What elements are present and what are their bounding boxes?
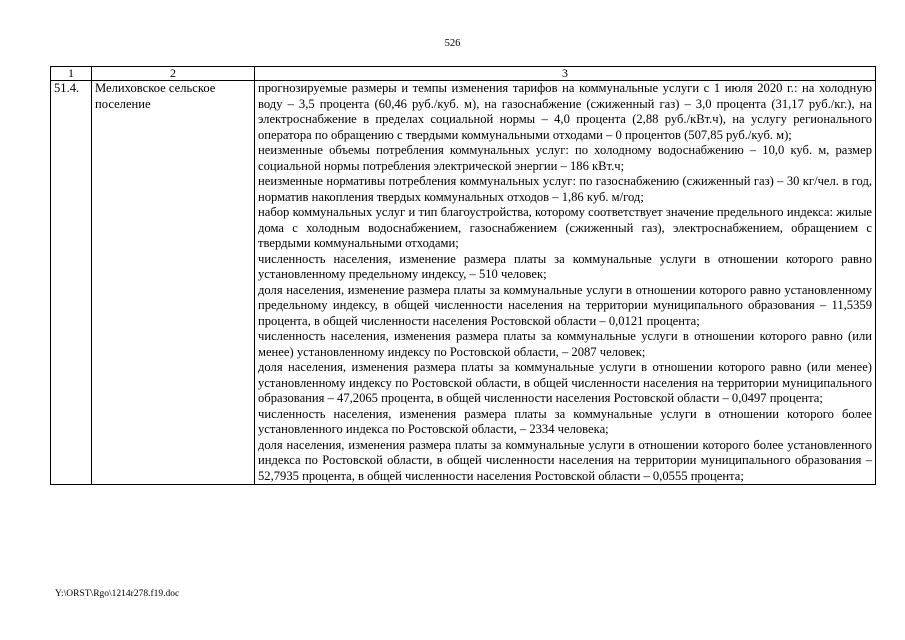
table-row bbox=[51, 81, 876, 485]
paragraph-population-more: численность населения, изменения размера платы за коммунальные услуги в отношении которого более установленного индекса по Ростовской области, – 2334 человека; bbox=[258, 406, 872, 436]
paragraph-share-less: доля населения, изменения размера платы за коммунальные услуги в отношении которого равно (или менее) установленному индексу по Ростовской области, в общей численности населения на территории муниципального образования – 47,2065 процента, в общей численности населения Ростовской области – 0,0497 процента; bbox=[258, 360, 872, 405]
document-table bbox=[50, 66, 876, 485]
table-header-row bbox=[51, 67, 876, 81]
paragraph-share-equal: доля населения, изменение размера платы за коммунальные услуги в отношении которого равно установленному предельному индексу, в общей численности населения на территории муниципального образования – 11,5359 процента, в общей численности населения Ростовской области – 0,0121 процента; bbox=[258, 282, 872, 328]
tariff-description bbox=[255, 81, 876, 485]
column-header-3: 3 bbox=[255, 67, 876, 81]
column-header-1: 1 bbox=[51, 67, 92, 81]
paragraph-consumption-norms: неизменные нормативы потребления коммунальных услуг: по газоснабжению (сжиженный газ) – 30 кг/чел. в год, норматив накопления твердых коммунальных отходов – 1,86 куб. м/год; bbox=[258, 174, 872, 204]
municipality-name: Мелиховское сельское поселение bbox=[92, 81, 255, 485]
paragraph-population-equal: численность населения, изменение размера платы за коммунальные услуги в отношении которого равно установленному предельному индексу, – 510 человек; bbox=[258, 251, 872, 281]
paragraph-share-more: доля населения, изменения размера платы за коммунальные услуги в отношении которого более установленного индекса по Ростовской области, в общей численности населения на территории муниципального образования – 52,7935 процента, в общей численности населения Ростовской области – 0,0555 процента; bbox=[258, 437, 872, 483]
paragraph-tariffs: прогнозируемые размеры и темпы изменения тарифов на коммунальные услуги с 1 июля 2020 г.: на холодную воду – 3,5 процента (60,46 руб./куб. м), на газоснабжение (сжиженный газ) – 3,0 процента (31,17 руб./кг.), на электроснабжение в пределах социальной нормы – 4,0 процента (2,88 руб./кВт.ч), на услугу регионального оператора по обращению с твердыми коммунальными отходами – 0 процентов (507,85 руб./куб. м); bbox=[258, 81, 872, 142]
paragraph-consumption-volumes: неизменные объемы потребления коммунальных услуг: по холодному водоснабжению – 10,0 куб. м, размер социальной нормы потребления электрической энергии – 186 кВт.ч; bbox=[258, 143, 872, 173]
row-number: 51.4. bbox=[51, 81, 92, 485]
footer-file-path: Y:\ORST\Rgo\1214r278.f19.doc bbox=[55, 589, 180, 599]
paragraph-population-less: численность населения, изменения размера платы за коммунальные услуги в отношении которого равно (или менее) установленному индексу по Ростовской области, – 2087 человек; bbox=[258, 329, 872, 359]
column-header-2: 2 bbox=[92, 67, 255, 81]
paragraph-services-set: набор коммунальных услуг и тип благоустройства, которому соответствует значение предельного индекса: жилые дома с холодным водоснабжением, газоснабжением (сжиженный газ), электроснабжением, обращением с твердыми коммунальными отходами; bbox=[258, 205, 872, 250]
page-number: 526 bbox=[444, 38, 461, 49]
